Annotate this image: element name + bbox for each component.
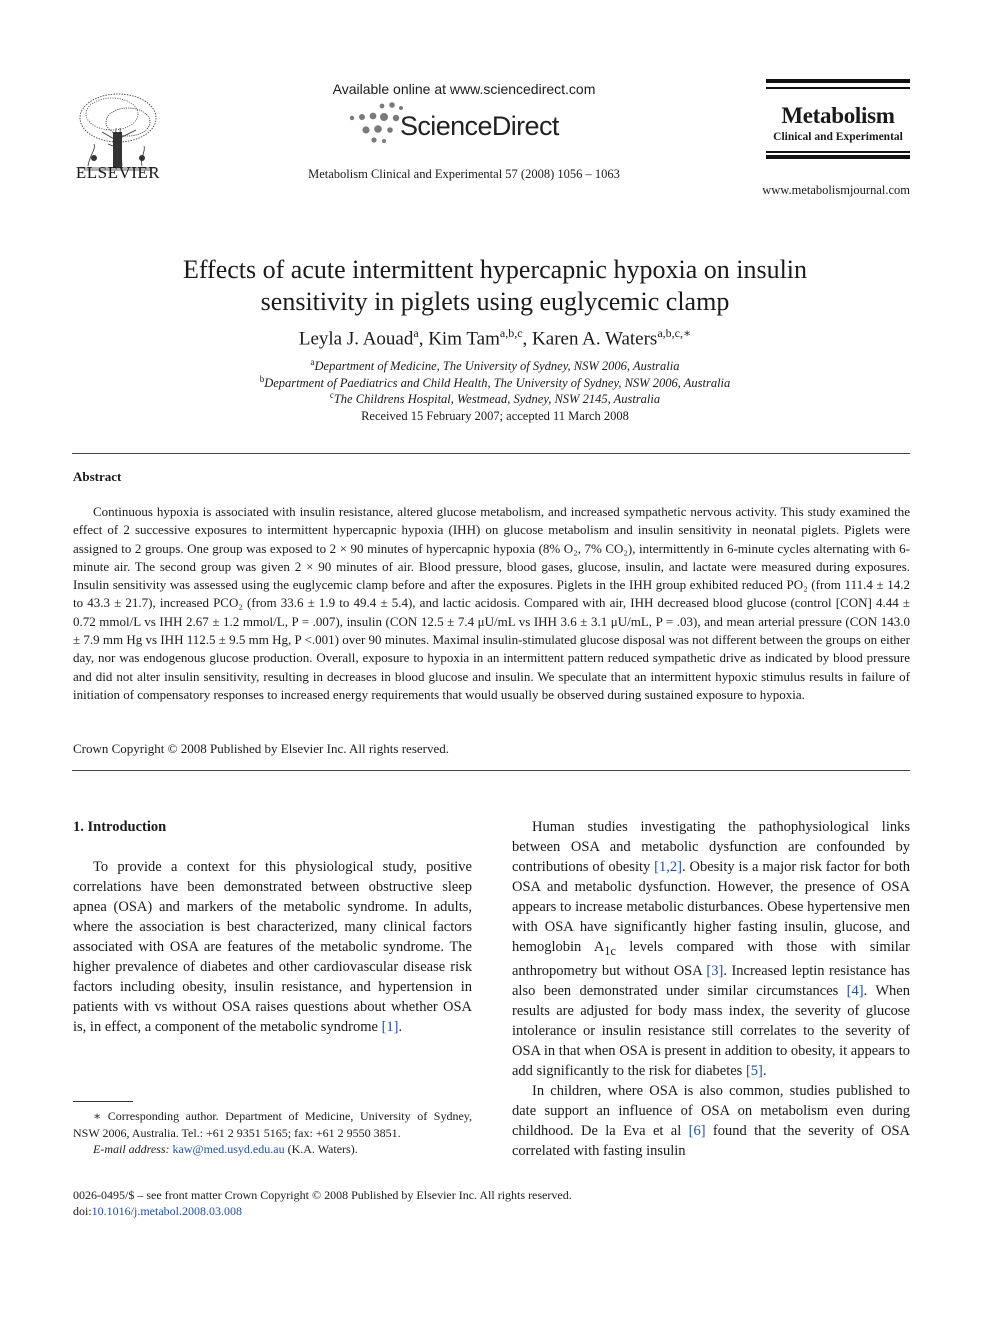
- journal-url-link[interactable]: www.metabolismjournal.com: [762, 183, 910, 197]
- front-matter-line: 0026-0495/$ – see front matter Crown Copyright © 2008 Published by Elsevier Inc. All rights reserved.: [73, 1188, 572, 1202]
- journal-citation: Metabolism Clinical and Experimental 57 (2008) 1056 – 1063: [308, 167, 620, 181]
- affiliation-marker: a: [310, 357, 315, 367]
- affiliation: [100, 357, 890, 374]
- title-line: Effects of acute intermittent hypercapnic hypoxia on insulin: [182, 255, 808, 284]
- masthead-rule: [766, 79, 910, 83]
- received-dates: Received 15 February 2007; accepted 11 March 2008: [361, 409, 629, 423]
- journal-subtitle: Clinical and Experimental: [773, 131, 903, 143]
- sciencedirect-wordmark: ScienceDirect: [400, 111, 559, 141]
- paragraph-text: In children, where OSA is also common, studies published to date support an influence of OSA on metabolism even during childhood. De la Eva et al: [512, 1082, 910, 1139]
- author-name[interactable]: Karen A. Waters: [532, 328, 658, 350]
- affiliation-marker: b: [259, 374, 265, 384]
- paragraph-text: . Increased leptin resistance has also been demonstrated under similar circumstances: [512, 962, 910, 999]
- author-name[interactable]: Kim Tam: [428, 328, 500, 350]
- masthead-rule: [766, 87, 910, 89]
- abstract-copyright: Crown Copyright © 2008 Published by Elsevier Inc. All rights reserved.: [73, 741, 449, 756]
- paragraph-text: . Obesity is a major risk factor for both OSA and metabolic dysfunction. However, the presence of OSA appears to increase metabolic disturbances. Obese hypertensive men with OSA have significantly higher fasting insulin, glucose, and hemoglobin A: [512, 859, 910, 955]
- author-affiliation-marker: a,b,c: [499, 326, 523, 340]
- citation-link[interactable]: [3]: [706, 962, 724, 979]
- paragraph-text: .: [762, 1062, 767, 1079]
- affiliation-text: Department of Paediatrics and Child Health, The University of Sydney, NSW 2006, Australia: [264, 376, 731, 391]
- available-online-text[interactable]: Available online at www.sciencedirect.com: [332, 81, 596, 97]
- affiliation-marker: c: [329, 390, 334, 400]
- author-affiliation-marker: a,b,c,∗: [657, 326, 692, 340]
- author-separator: ,: [522, 328, 533, 350]
- author-affiliation-marker: a: [413, 326, 419, 340]
- affiliation-text: Department of Medicine, The University of Sydney, NSW 2006, Australia: [314, 359, 680, 374]
- body-paragraph: [512, 1081, 910, 1161]
- paragraph-text: found that the severity of OSA correlated with fasting insulin: [512, 1122, 910, 1159]
- masthead-rule: [766, 151, 910, 153]
- right-column: [512, 817, 910, 1161]
- corresponding-author-note: ∗ Corresponding author. Department of Medicine, University of Sydney, NSW 2006, Australia. Tel.: +61 2 9351 5165; fax: +61 2 9550 3851.: [73, 1109, 472, 1140]
- body-paragraph: [512, 817, 910, 1081]
- paragraph-text: levels compared with those with similar anthropometry but without OSA: [512, 939, 910, 979]
- citation-link[interactable]: [1,2]: [654, 859, 682, 875]
- doi-label: doi:: [73, 1204, 92, 1218]
- publisher-name: ELSEVIER: [75, 163, 161, 182]
- doi-line: [73, 1204, 242, 1219]
- affiliation: [100, 390, 890, 407]
- divider: [72, 453, 910, 454]
- paragraph-text: To provide a context for this physiological study, positive correlations have been demonstrated between obstructive sleep apnea (OSA) and markers of the metabolic syndrome. In adults, where the association is best characterized, many clinical factors associated with OSA are features of the metabolic syndrome. The higher prevalence of diabetes and other cardiovascular disease risk factors including obesity, insulin resistance, and hypertension in patients with vs without OSA raises questions about whether OSA is, in effect, a component of the metabolic syndrome: [73, 859, 472, 1035]
- paragraph-text: Human studies investigating the pathophysiological links between OSA and metabolic dysfunction are confounded by contributions of obesity: [512, 819, 910, 875]
- body-paragraph: [73, 857, 472, 1037]
- affiliation-text: The Childrens Hospital, Westmead, Sydney, NSW 2145, Australia: [333, 392, 661, 407]
- author-separator: ,: [418, 328, 429, 350]
- citation-link[interactable]: [1]: [381, 1019, 399, 1035]
- citation-link[interactable]: [6]: [688, 1122, 706, 1139]
- journal-name: Metabolism: [781, 103, 895, 128]
- title-line: sensitivity in piglets using euglycemic clamp: [260, 287, 730, 316]
- article-title: [100, 254, 890, 318]
- author-list: [100, 326, 890, 350]
- section-heading: 1. Introduction: [73, 819, 167, 835]
- masthead-rule: [766, 155, 910, 159]
- email-label: E-mail address:: [93, 1142, 170, 1156]
- citation-link[interactable]: [5]: [745, 1062, 763, 1079]
- divider: [72, 770, 910, 771]
- doi-link[interactable]: 10.1016/j.metabol.2008.03.008: [91, 1204, 242, 1218]
- paragraph-text: . When results are adjusted for body mass index, the severity of glucose intolerance or insulin resistance still correlates to the severity of OSA in that when OSA is present in addition to obesity, it appears to add significantly to the risk for diabetes: [512, 982, 910, 1079]
- affiliation: [100, 374, 890, 391]
- email-owner: (K.A. Waters).: [287, 1142, 358, 1156]
- citation-link[interactable]: [4]: [846, 982, 864, 999]
- subscript: 1c: [604, 943, 616, 958]
- paragraph-text: .: [398, 1019, 403, 1035]
- author-name[interactable]: Leyla J. Aouad: [298, 328, 414, 350]
- left-column: [73, 817, 472, 1037]
- email-link[interactable]: kaw@med.usyd.edu.au: [172, 1142, 285, 1156]
- abstract-heading: Abstract: [73, 469, 122, 484]
- footnote: [73, 1108, 472, 1158]
- footnote-rule: [73, 1101, 133, 1102]
- email-line: [73, 1141, 472, 1158]
- abstract-text: Continuous hypoxia is associated with insulin resistance, altered glucose metabolism, and increased sympathetic nervous activity. This study examined the effect of 2 successive exposures to intermittent hypercapnic hypoxia (IHH) on glucose metabolism and insulin sensitivity in neonatal piglets. Piglets were assigned to 2 groups. One group was exposed to 2 × 90 minutes of hypercapnic hypoxia (8% O₂, 7% CO₂), intermittently in 6-minute cycles alternating with 6-minute air. The second group was given 2 × 90 minutes of air. Blood pressure, blood gases, glucose, insulin, and lactate were measured during exposures. Insulin sensitivity was assessed using the euglycemic clamp before and after the exposures. Piglets in the IHH group exhibited reduced PO₂ (from 111.4 ± 14.2 to 43.3 ± 21.7), increased PCO₂ (from 33.6 ± 1.9 to 49.4 ± 5.4), and lactic acidosis. Compared with air, IHH decreased blood glucose (control [CON] 4.44 ± 0.72 mmol/L vs IHH 2.67 ± 1.2 mmol/L, P = .007), insulin (CON 12.5 ± 7.4 μU/mL vs IHH 3.6 ± 3.1 μU/mL, P = .03), and mean arterial pressure (CON 143.0 ± 7.9 mm Hg vs IHH 112.5 ± 9.5 mm Hg, P <.001) over 90 minutes. Maximal insulin-stimulated glucose disposal was not different between the groups on either day, nor was endogenous glucose production. Overall, exposure to hypoxia in an intermittent pattern reduced sympathetic drive as indicated by blood pressure and did not alter insulin sensitivity, resulting in decreases in blood glucose and insulin. We speculate that an intermittent hypoxic stimulus results in failure of initiation of compensatory responses to increased energy requirements that would usually be observed during sustained exposure to hypoxia.: [73, 504, 910, 702]
